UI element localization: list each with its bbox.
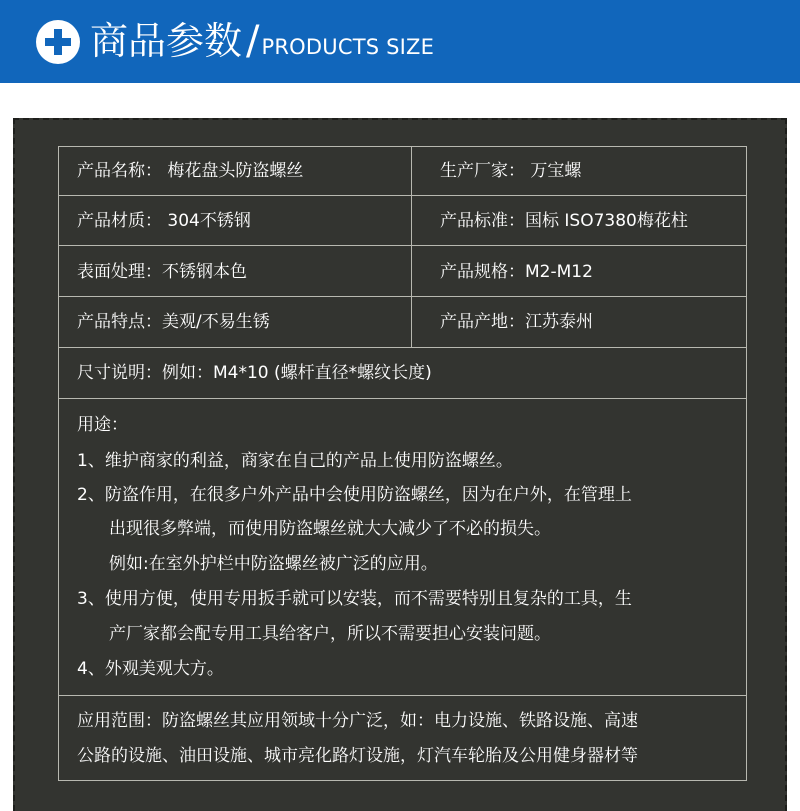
usage-line: 4、外观美观大方。 xyxy=(77,659,224,679)
usage-title: 用途： xyxy=(77,415,128,435)
spec-surface: 表面处理：不锈钢本色 xyxy=(77,262,247,282)
title-slash: / xyxy=(246,18,260,64)
row-divider xyxy=(59,296,746,297)
size-note: 尺寸说明：例如：M4*10 (螺杆直径*螺纹长度) xyxy=(77,363,432,383)
spec-features: 产品特点：美观/不易生锈 xyxy=(77,312,270,332)
spec-standard: 产品标准：国标 ISO7380梅花柱 xyxy=(440,211,688,231)
row-divider xyxy=(59,347,746,348)
usage-line: 产厂家都会配专用工具给客户，所以不需要担心安装问题。 xyxy=(109,624,551,644)
application-line: 应用范围：防盗螺丝其应用领域十分广泛，如：电力设施、铁路设施、高速 xyxy=(77,711,638,731)
row-divider xyxy=(59,245,746,246)
spec-product-name: 产品名称： 梅花盘头防盗螺丝 xyxy=(77,161,304,181)
usage-line: 3、使用方便，使用专用扳手就可以安装，而不需要特别且复杂的工具，生 xyxy=(77,589,632,609)
usage-line: 2、防盗作用，在很多户外产品中会使用防盗螺丝，因为在户外，在管理上 xyxy=(77,485,632,505)
usage-line: 出现很多弊端，而使用防盗螺丝就大大减少了不必的损失。 xyxy=(109,519,551,539)
spec-origin: 产品产地：江苏泰州 xyxy=(440,312,593,332)
spec-manufacturer: 生产厂家： 万宝螺 xyxy=(440,161,582,181)
usage-line: 例如:在室外护栏中防盗螺丝被广泛的应用。 xyxy=(109,554,438,574)
title-text: 商品参数 xyxy=(90,19,243,63)
plus-circle-icon xyxy=(36,20,80,64)
header-banner xyxy=(0,0,800,83)
spec-panel xyxy=(13,118,787,811)
spec-table xyxy=(58,146,747,781)
page-title xyxy=(90,15,434,67)
column-divider xyxy=(411,147,412,347)
application-line: 公路的设施、油田设施、城市亮化路灯设施，灯汽车轮胎及公用健身器材等 xyxy=(77,746,638,766)
title-subtitle: PRODUCTS SIZE xyxy=(261,35,435,59)
row-divider xyxy=(59,695,746,696)
spec-size-range: 产品规格：M2-M12 xyxy=(440,262,593,282)
spec-material: 产品材质： 304不锈钢 xyxy=(77,211,251,231)
usage-line: 1、维护商家的利益，商家在自己的产品上使用防盗螺丝。 xyxy=(77,451,513,471)
row-divider xyxy=(59,195,746,196)
row-divider xyxy=(59,398,746,399)
